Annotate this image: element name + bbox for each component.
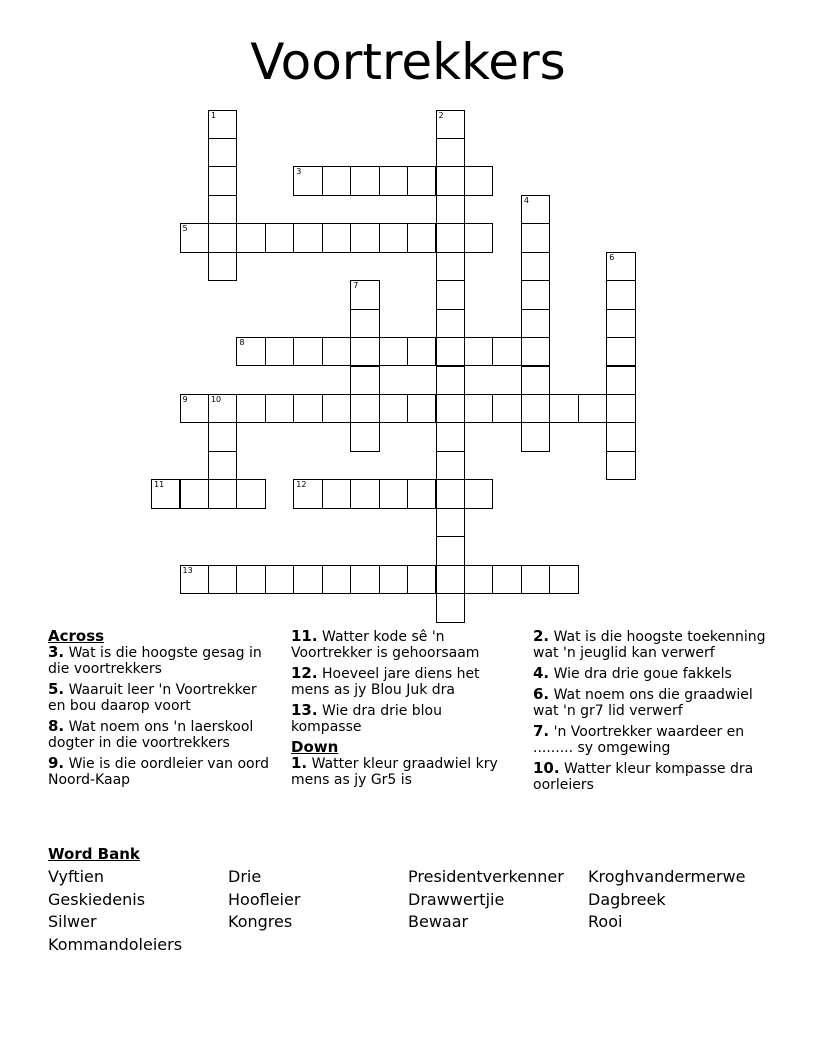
clue xyxy=(48,644,273,677)
word-bank-item: Vyftien xyxy=(48,867,105,886)
grid-cell[interactable] xyxy=(464,565,493,594)
grid-cell[interactable] xyxy=(606,422,635,451)
clue-text: 'n Voortrekker waardeer en ......... sy omgewing xyxy=(533,724,745,756)
clue-text: Waaruit leer 'n Voortrekker en bou daarop voort xyxy=(48,682,257,714)
clues-column-2 xyxy=(291,628,516,792)
clue xyxy=(291,665,516,698)
clue-number: 13. xyxy=(291,701,318,719)
clue-number: 6. xyxy=(533,685,550,703)
grid-cell[interactable] xyxy=(436,195,465,224)
grid-cell[interactable] xyxy=(521,422,550,451)
grid-cell[interactable] xyxy=(350,280,379,309)
across-clue-list xyxy=(48,644,273,788)
grid-cell[interactable] xyxy=(436,479,465,508)
word-bank-item: Rooi xyxy=(588,912,623,931)
grid-cell[interactable] xyxy=(436,593,465,622)
grid-cell[interactable] xyxy=(521,394,550,423)
clue-text: Hoeveel jare diens het mens as jy Blou Juk dra xyxy=(291,666,480,698)
grid-cell[interactable] xyxy=(322,337,351,366)
grid-cell[interactable] xyxy=(549,394,578,423)
clue-number: 2. xyxy=(533,627,550,645)
grid-cell[interactable] xyxy=(208,422,237,451)
word-bank-item: Kommandoleiers xyxy=(48,934,183,954)
grid-cell[interactable] xyxy=(265,394,294,423)
down-clue-list xyxy=(291,755,516,788)
clue-text: Watter kleur kompasse dra oorleiers xyxy=(533,761,754,793)
grid-cell[interactable] xyxy=(578,394,607,423)
grid-cell[interactable] xyxy=(464,166,493,195)
clue xyxy=(48,755,273,788)
clue-number: 1 xyxy=(210,110,217,120)
grid-cell[interactable] xyxy=(236,394,265,423)
clue-number: 7. xyxy=(533,722,550,740)
clue-number: 9 xyxy=(182,395,188,404)
grid-cell[interactable] xyxy=(322,394,351,423)
clue-number: 10 xyxy=(210,395,222,404)
grid-cell[interactable] xyxy=(350,337,379,366)
grid-cell[interactable] xyxy=(379,479,408,508)
grid-cell[interactable] xyxy=(350,223,379,252)
grid-cell[interactable] xyxy=(180,394,209,423)
grid-cell[interactable] xyxy=(606,337,635,366)
grid-cell[interactable] xyxy=(436,166,465,195)
clue-number: 11 xyxy=(154,480,165,490)
down-heading: Down xyxy=(291,738,339,756)
grid-cell[interactable] xyxy=(322,223,351,252)
word-bank-item: Presidentverkenner xyxy=(408,867,564,886)
clue-number: 7 xyxy=(353,281,359,291)
clue-text: Wat noem ons die graadwiel wat 'n gr7 lid verwerf xyxy=(533,687,753,719)
clue-text: Wie dra drie goue fakkels xyxy=(549,666,732,682)
word-bank-item: Drawwertjie xyxy=(408,889,505,909)
word-bank-title: Word Bank xyxy=(48,845,140,863)
clue-text: Wie dra drie blou kompasse xyxy=(291,703,442,735)
grid-cell[interactable] xyxy=(436,508,465,537)
word-bank-item: Dagbreek xyxy=(588,889,666,909)
clue-number: 4. xyxy=(533,664,550,682)
grid-cell[interactable] xyxy=(492,394,521,423)
grid-cell[interactable] xyxy=(464,479,493,508)
grid-cell[interactable] xyxy=(379,166,408,195)
clue-number: 12 xyxy=(296,480,307,490)
grid-cell[interactable] xyxy=(293,394,322,423)
grid-cell[interactable] xyxy=(464,337,493,366)
clue xyxy=(48,681,273,714)
clue-number: 3. xyxy=(48,643,65,661)
clue xyxy=(533,628,773,661)
grid-cell[interactable] xyxy=(521,309,550,338)
clue xyxy=(291,755,516,788)
grid-cell[interactable] xyxy=(436,536,465,565)
grid-cell[interactable] xyxy=(322,166,351,195)
grid-cell[interactable] xyxy=(606,252,635,281)
grid-cell[interactable] xyxy=(208,110,237,139)
clue-text: Wat is die hoogste toekenning wat 'n jeuglid kan verwerf xyxy=(533,629,766,661)
grid-cell[interactable] xyxy=(436,366,465,395)
grid-cell[interactable] xyxy=(350,366,379,395)
grid-cell[interactable] xyxy=(208,195,237,224)
word-bank-item: Kongres xyxy=(228,912,293,931)
clue xyxy=(533,760,773,793)
grid-cell[interactable] xyxy=(293,337,322,366)
grid-cell[interactable] xyxy=(379,394,408,423)
grid-cell[interactable] xyxy=(436,223,465,252)
grid-cell[interactable] xyxy=(379,337,408,366)
word-bank-item: Bewaar xyxy=(408,912,469,931)
clue-number: 3 xyxy=(296,167,302,177)
puzzle-title: Voortrekkers xyxy=(250,33,566,91)
grid-cell[interactable] xyxy=(606,451,635,480)
grid-cell[interactable] xyxy=(350,309,379,338)
grid-cell[interactable] xyxy=(521,366,550,395)
grid-cell[interactable] xyxy=(180,223,209,252)
clue xyxy=(533,686,773,719)
across-heading: Across xyxy=(48,627,105,645)
clue-number: 5. xyxy=(48,680,65,698)
clue-number: 11. xyxy=(291,627,318,645)
grid-cell[interactable] xyxy=(521,565,550,594)
clue-number: 2 xyxy=(438,110,444,120)
grid-cell[interactable] xyxy=(322,565,351,594)
clue-number: 5 xyxy=(182,224,188,234)
grid-cell[interactable] xyxy=(208,252,237,281)
grid-cell[interactable] xyxy=(180,479,209,508)
grid-cell[interactable] xyxy=(180,565,209,594)
grid-cell[interactable] xyxy=(407,337,436,366)
grid-cell[interactable] xyxy=(436,110,465,139)
grid-cell[interactable] xyxy=(436,309,465,338)
grid-cell[interactable] xyxy=(208,451,237,480)
grid-cell[interactable] xyxy=(606,394,635,423)
grid-cell[interactable] xyxy=(208,138,237,167)
grid-cell[interactable] xyxy=(606,309,635,338)
word-bank-item: Kroghvandermerwe xyxy=(588,867,746,886)
clue-number: 4 xyxy=(523,195,529,205)
clue-number: 12. xyxy=(291,664,318,682)
grid-cell[interactable] xyxy=(606,280,635,309)
clue-text: Wat noem ons 'n laerskool dogter in die voortrekkers xyxy=(48,719,254,751)
grid-cell[interactable] xyxy=(350,422,379,451)
grid-cell[interactable] xyxy=(293,565,322,594)
clues-column-3 xyxy=(533,628,773,797)
clue-text: Wat is die hoogste gesag in die voortrekkers xyxy=(48,645,262,677)
grid-cell[interactable] xyxy=(436,394,465,423)
grid-cell[interactable] xyxy=(436,138,465,167)
grid-cell[interactable] xyxy=(436,565,465,594)
grid-cell[interactable] xyxy=(521,280,550,309)
grid-cell[interactable] xyxy=(436,280,465,309)
grid-cell[interactable] xyxy=(265,223,294,252)
clue-number: 8 xyxy=(239,338,245,348)
grid-cell[interactable] xyxy=(407,479,436,508)
grid-cell[interactable] xyxy=(350,479,379,508)
clue xyxy=(291,628,516,661)
word-bank-item: Geskiedenis xyxy=(48,889,146,909)
grid-cell[interactable] xyxy=(606,366,635,395)
grid-cell[interactable] xyxy=(350,394,379,423)
grid-cell[interactable] xyxy=(492,337,521,366)
clue-text: Wie is die oordleier van oord Noord-Kaap xyxy=(48,756,270,788)
grid-cell[interactable] xyxy=(350,565,379,594)
grid-cell[interactable] xyxy=(521,195,550,224)
grid-cell[interactable] xyxy=(322,479,351,508)
grid-cell[interactable] xyxy=(236,337,265,366)
clues-column-1 xyxy=(48,628,273,792)
clue-number: 8. xyxy=(48,717,65,735)
grid-cell[interactable] xyxy=(464,223,493,252)
grid-cell[interactable] xyxy=(436,337,465,366)
across-clue-list-continued xyxy=(291,628,516,735)
grid-cell[interactable] xyxy=(407,166,436,195)
grid-cell[interactable] xyxy=(521,337,550,366)
clue xyxy=(533,723,773,756)
word-bank-item: Silwer xyxy=(48,912,97,931)
grid-cell[interactable] xyxy=(293,223,322,252)
clue-number: 1. xyxy=(291,754,308,772)
grid-cell[interactable] xyxy=(265,337,294,366)
clue-number: 6 xyxy=(609,252,615,262)
grid-cell[interactable] xyxy=(407,565,436,594)
grid-cell[interactable] xyxy=(379,223,408,252)
clue-number: 13 xyxy=(182,565,193,575)
grid-cell[interactable] xyxy=(208,223,237,252)
grid-cell[interactable] xyxy=(407,223,436,252)
grid-cell[interactable] xyxy=(293,479,322,508)
grid-cell[interactable] xyxy=(208,394,237,423)
grid-cell[interactable] xyxy=(407,394,436,423)
grid-cell[interactable] xyxy=(549,565,578,594)
grid-cell[interactable] xyxy=(151,479,180,508)
clue-text: Watter kode sê 'n Voortrekker is gehoorsaam xyxy=(291,629,480,661)
clue xyxy=(533,665,773,682)
grid-cell[interactable] xyxy=(350,166,379,195)
grid-cell[interactable] xyxy=(236,565,265,594)
grid-cell[interactable] xyxy=(236,479,265,508)
word-bank-item: Drie xyxy=(228,867,262,886)
grid-cell[interactable] xyxy=(492,565,521,594)
grid-cell[interactable] xyxy=(436,451,465,480)
grid-cell[interactable] xyxy=(293,166,322,195)
grid-cell[interactable] xyxy=(208,565,237,594)
grid-cell[interactable] xyxy=(379,565,408,594)
clue-text: Watter kleur graadwiel kry mens as jy Gr5 is xyxy=(291,756,498,788)
word-bank-item: Hoofleier xyxy=(228,889,301,909)
grid-cell[interactable] xyxy=(236,223,265,252)
grid-cell[interactable] xyxy=(436,252,465,281)
clue xyxy=(48,718,273,751)
grid-cell[interactable] xyxy=(521,252,550,281)
clue-number: 10. xyxy=(533,759,560,777)
grid-cell[interactable] xyxy=(436,422,465,451)
grid-cell[interactable] xyxy=(208,166,237,195)
clue xyxy=(291,702,516,735)
grid-cell[interactable] xyxy=(464,394,493,423)
grid-cell[interactable] xyxy=(208,479,237,508)
grid-cell[interactable] xyxy=(265,565,294,594)
clue-number: 9. xyxy=(48,754,65,772)
down-clue-list-continued xyxy=(533,628,773,793)
grid-cell[interactable] xyxy=(521,223,550,252)
